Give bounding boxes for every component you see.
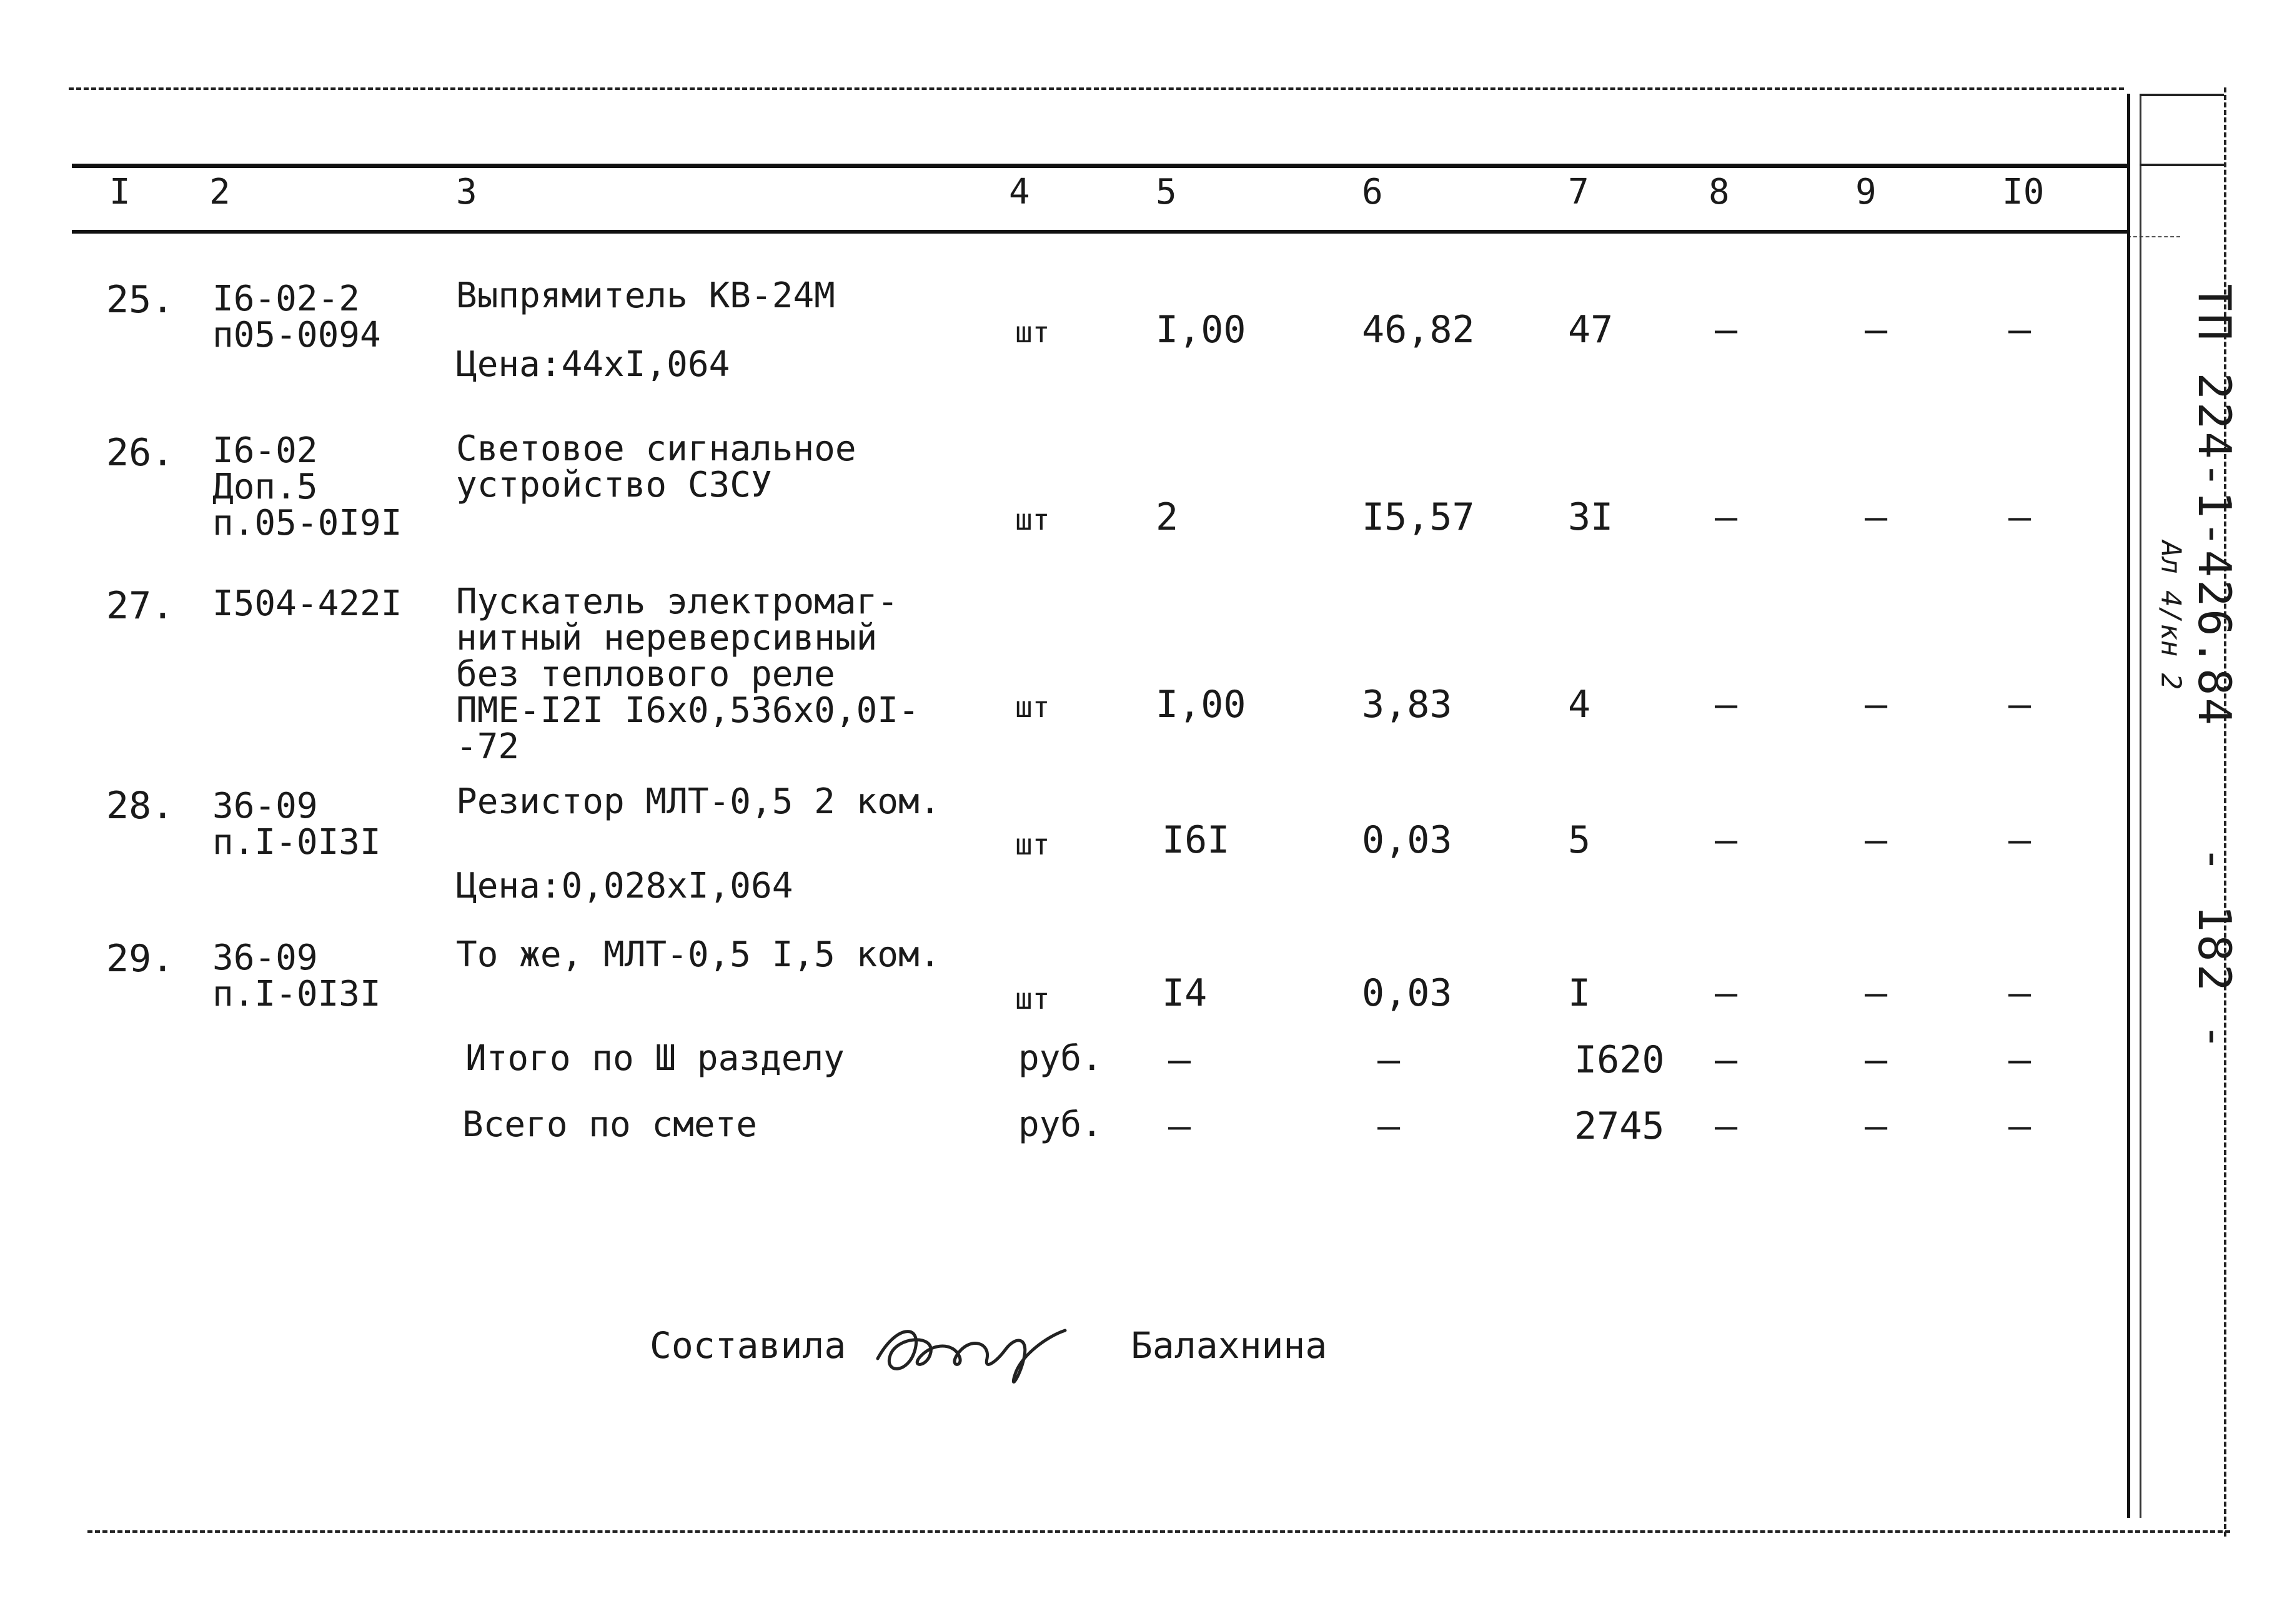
name-line: Пускатель электромаг- xyxy=(456,582,899,622)
code-line: п.I-0I3I xyxy=(212,822,381,863)
code-line: I6-02 xyxy=(212,430,318,471)
row-unit: шт xyxy=(1015,315,1050,349)
section-total-col9: – xyxy=(1865,1038,1888,1082)
row-number: 25. xyxy=(106,278,174,322)
section-total-col8: – xyxy=(1715,1038,1738,1082)
row-number: 26. xyxy=(106,431,174,475)
row-qty: 2 xyxy=(1156,495,1179,539)
section-total-price: – xyxy=(1377,1038,1401,1082)
section-total-label: Итого по Ш разделу xyxy=(465,1038,845,1079)
row-price: 0,03 xyxy=(1362,818,1452,862)
name-line: Резистор МЛТ-0,5 2 ком. xyxy=(456,781,941,822)
row-code xyxy=(212,788,381,861)
compiled-by-label: Составила xyxy=(650,1324,846,1367)
row-name xyxy=(456,934,941,975)
name-line: Выпрямитель КВ-24М xyxy=(456,275,835,316)
row-col8: – xyxy=(1715,308,1738,352)
header-bottom-dashed-tail xyxy=(2127,236,2180,237)
row-name xyxy=(456,428,856,505)
code-line: Доп.5 xyxy=(212,467,318,507)
side-frame-inner xyxy=(2140,94,2141,1518)
code-line: п.I-0I3I xyxy=(212,974,381,1014)
name-line: устройство СЗСУ xyxy=(456,465,772,505)
row-unit: шт xyxy=(1015,982,1050,1016)
row-total: 4 xyxy=(1568,683,1591,726)
row-col9: – xyxy=(1865,818,1888,862)
row-name xyxy=(456,781,941,822)
name-line: -72 xyxy=(456,726,520,767)
col-header-2: 2 xyxy=(209,172,231,212)
row-col10: – xyxy=(2008,971,2032,1015)
col-header-1: I xyxy=(109,172,131,212)
row-col10: – xyxy=(2008,683,2032,726)
row-price: 0,03 xyxy=(1362,971,1452,1015)
row-code xyxy=(212,430,402,543)
row-col8: – xyxy=(1715,495,1738,539)
row-code xyxy=(212,583,402,624)
code-line: I6-02-2 xyxy=(212,279,360,319)
name-line: Световое сигнальное xyxy=(456,428,856,469)
row-col10: – xyxy=(2008,818,2032,862)
col-header-10: I0 xyxy=(2002,172,2045,212)
row-note: Цена:0,028хI,064 xyxy=(456,866,793,906)
row-col8: – xyxy=(1715,971,1738,1015)
name-line: ПМЕ-I2I I6х0,536х0,0I- xyxy=(456,690,920,731)
row-price: 3,83 xyxy=(1362,683,1452,726)
grand-total-col10: – xyxy=(2008,1104,2032,1148)
row-total: 3I xyxy=(1568,495,1614,539)
row-qty: I4 xyxy=(1162,971,1208,1015)
row-col10: – xyxy=(2008,495,2032,539)
row-qty: I,00 xyxy=(1156,683,1246,726)
col-header-7: 7 xyxy=(1568,172,1589,212)
section-total-amount: I620 xyxy=(1574,1038,1665,1082)
section-total-qty: – xyxy=(1168,1038,1191,1082)
row-col8: – xyxy=(1715,818,1738,862)
row-name xyxy=(456,584,920,765)
name-line: нитный нереверсивный xyxy=(456,618,878,658)
code-line: 36-09 xyxy=(212,938,318,978)
side-frame-left xyxy=(2127,94,2130,1518)
grand-total-price: – xyxy=(1377,1104,1401,1148)
row-col8: – xyxy=(1715,683,1738,726)
header-top-rule xyxy=(72,164,2127,168)
grand-total-amount: 2745 xyxy=(1574,1104,1665,1148)
header-bottom-rule xyxy=(72,230,2127,234)
col-header-8: 8 xyxy=(1709,172,1730,212)
col-header-9: 9 xyxy=(1855,172,1877,212)
row-col9: – xyxy=(1865,308,1888,352)
row-col9: – xyxy=(1865,495,1888,539)
row-code xyxy=(212,940,381,1013)
row-col9: – xyxy=(1865,971,1888,1015)
row-total: 47 xyxy=(1568,308,1614,352)
signature xyxy=(871,1299,1071,1399)
grand-total-unit: руб. xyxy=(1018,1104,1103,1145)
bottom-dashed-rule xyxy=(87,1530,2230,1533)
row-number: 29. xyxy=(106,937,174,981)
row-number: 28. xyxy=(106,784,174,828)
album-note: Ал 4/кн 2 xyxy=(2155,540,2187,690)
row-number: 27. xyxy=(106,584,174,628)
code-line: п.05-0I9I xyxy=(212,503,402,543)
code-line: 36-09 xyxy=(212,786,318,826)
row-col9: – xyxy=(1865,683,1888,726)
row-unit: шт xyxy=(1015,828,1050,861)
col-header-3: 3 xyxy=(456,172,477,212)
row-note: Цена:44хI,064 xyxy=(456,344,730,385)
row-qty: I6I xyxy=(1162,818,1230,862)
row-price: I5,57 xyxy=(1362,495,1475,539)
name-line: без теплового реле xyxy=(456,654,835,695)
grand-total-col8: – xyxy=(1715,1104,1738,1148)
code-line: I504-422I xyxy=(212,583,402,624)
grand-total-label: Всего по смете xyxy=(462,1104,758,1145)
document-code-text: ТП 224-1-426.84 xyxy=(2188,284,2241,728)
row-total: 5 xyxy=(1568,818,1591,862)
page-number: - 182 - xyxy=(2188,846,2241,1053)
row-qty: I,00 xyxy=(1156,308,1246,352)
col-header-6: 6 xyxy=(1362,172,1383,212)
side-frame-top xyxy=(2140,94,2224,96)
row-total: I xyxy=(1568,971,1591,1015)
col-header-5: 5 xyxy=(1156,172,1177,212)
row-price: 46,82 xyxy=(1362,308,1475,352)
code-line: п05-0094 xyxy=(212,315,381,355)
section-total-unit: руб. xyxy=(1018,1038,1103,1079)
row-code xyxy=(212,281,381,354)
col-header-4: 4 xyxy=(1009,172,1030,212)
compiler-name: Балахнина xyxy=(1131,1324,1327,1367)
section-total-col10: – xyxy=(2008,1038,2032,1082)
row-unit: шт xyxy=(1015,690,1050,724)
document-code xyxy=(2188,284,2241,1052)
grand-total-qty: – xyxy=(1168,1104,1191,1148)
grand-total-col9: – xyxy=(1865,1104,1888,1148)
row-unit: шт xyxy=(1015,503,1050,537)
row-name xyxy=(456,275,835,316)
side-frame-divider xyxy=(2140,164,2224,166)
name-line: То же, МЛТ-0,5 I,5 ком. xyxy=(456,934,941,975)
top-dashed-rule xyxy=(69,87,2124,90)
row-col10: – xyxy=(2008,308,2032,352)
